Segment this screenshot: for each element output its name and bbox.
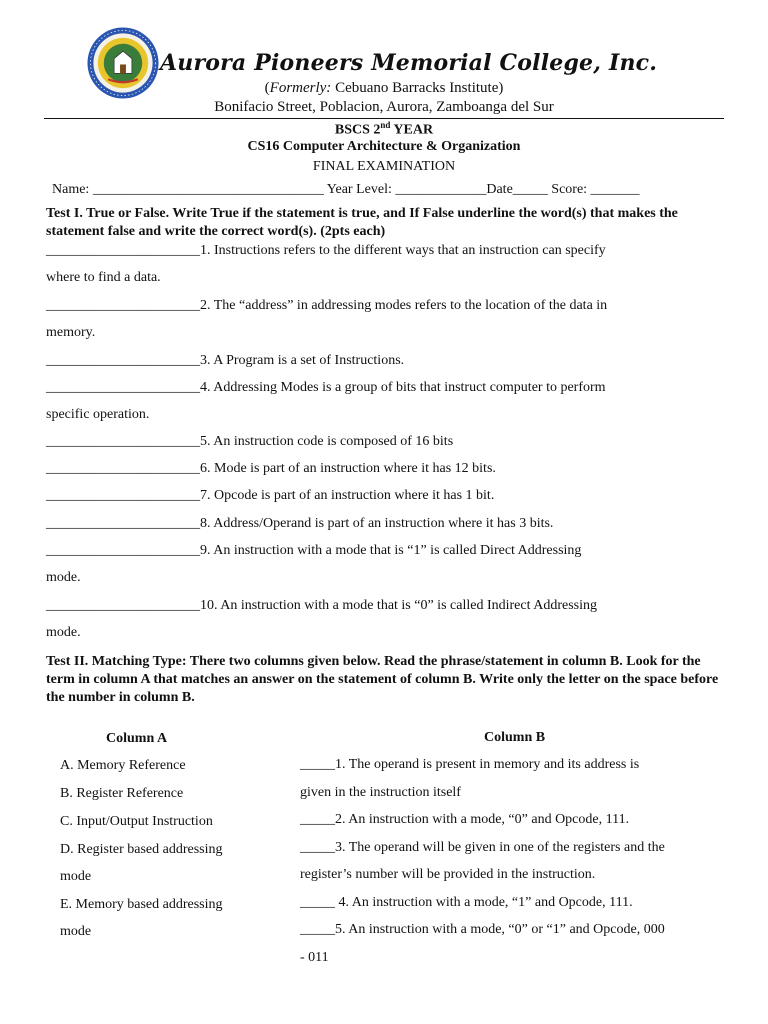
column-a-item: D. Register based addressing [60,842,223,857]
test1-item[interactable]: ______________________1. Instructions refers to the different ways that an instruction can specify [46,243,606,258]
column-a-item-cont: mode [60,924,92,939]
column-a-item: A. Memory Reference [60,758,186,773]
exam-title: FINAL EXAMINATION [312,159,456,174]
test1-item[interactable]: ______________________3. A Program is a set of Instructions. [46,353,405,368]
column-a-item: C. Input/Output Instruction [60,814,213,829]
column-b-item[interactable]: _____1. The operand is present in memory and its address is [300,757,640,772]
column-a-item: E. Memory based addressing [60,897,223,912]
test1-item[interactable]: ______________________2. The “address” in addressing modes refers to the location of the data in [46,298,608,313]
test1-item-cont: mode. [46,625,81,640]
college-name: Aurora Pioneers Memorial College, Inc. [160,50,658,76]
test1-item[interactable]: ______________________10. An instruction with a mode that is “0” is called Indirect Addressing [46,598,597,613]
test1-item[interactable]: ______________________6. Mode is part of an instruction where it has 12 bits. [46,461,496,476]
program-ordinal: nd [380,120,391,130]
program-name: BSCS 2 [334,122,381,138]
column-b-item[interactable]: _____ 4. An instruction with a mode, “1” and Opcode, 111. [300,895,633,910]
header-divider [44,118,724,119]
column-b-item[interactable]: _____5. An instruction with a mode, “0” or “1” and Opcode, 000 [300,922,665,937]
test1-item[interactable]: ______________________8. Address/Operand is part of an instruction where it has 3 bits. [46,516,554,531]
test1-item-cont: memory. [46,325,96,340]
test1-item-cont: mode. [46,570,81,585]
formerly-name: Cebuano Barracks Institute) [331,80,504,96]
test1-item[interactable]: ______________________9. An instruction with a mode that is “1” is called Direct Addressing [46,543,582,558]
test1-item-cont: specific operation. [46,407,150,422]
column-b-item-cont: register’s number will be provided in the instruction. [300,867,596,882]
program-year-label: YEAR [390,122,434,138]
column-b-item[interactable]: _____3. The operand will be given in one of the registers and the [300,840,665,855]
formerly-label: Formerly: [269,80,332,96]
column-b-item[interactable]: _____2. An instruction with a mode, “0” and Opcode, 111. [300,812,630,827]
program-year [0,120,768,139]
test1-item[interactable]: ______________________7. Opcode is part of an instruction where it has 1 bit. [46,488,495,503]
column-b-item-cont: - 011 [300,950,329,965]
column-a-header: Column A [106,731,168,746]
course-title: CS16 Computer Architecture & Organization [247,139,521,154]
column-a-item: B. Register Reference [60,786,184,801]
column-a-item-cont: mode [60,869,92,884]
column-b-header: Column B [484,730,546,745]
test1-item[interactable]: ______________________5. An instruction code is composed of 16 bits [46,434,454,449]
test1-item[interactable]: ______________________4. Addressing Modes is a group of bits that instruct computer to perform [46,380,606,395]
test2-instructions: Test II. Matching Type: There two columns given below. Read the phrase/statement in column B. Look for the term in column A that matches an answer on the statement of column B. Write only the letter on the space before the number in column B. [46,654,719,705]
test1-instructions: Test I. True or False. Write True if the statement is true, and If False underline the word(s) that makes the statement false and write the correct word(s). (2pts each) [46,206,678,239]
formerly-line: (Formerly: Cebuano Barracks Institute) [264,80,504,96]
college-address: Bonifacio Street, Poblacion, Aurora, Zamboanga del Sur [214,99,554,115]
column-b-item-cont: given in the instruction itself [300,785,461,800]
test1-item-cont: where to find a data. [46,270,161,285]
student-info-fields[interactable]: Name: _________________________________ Year Level: _____________Date_____ Score: _______ [52,182,640,197]
